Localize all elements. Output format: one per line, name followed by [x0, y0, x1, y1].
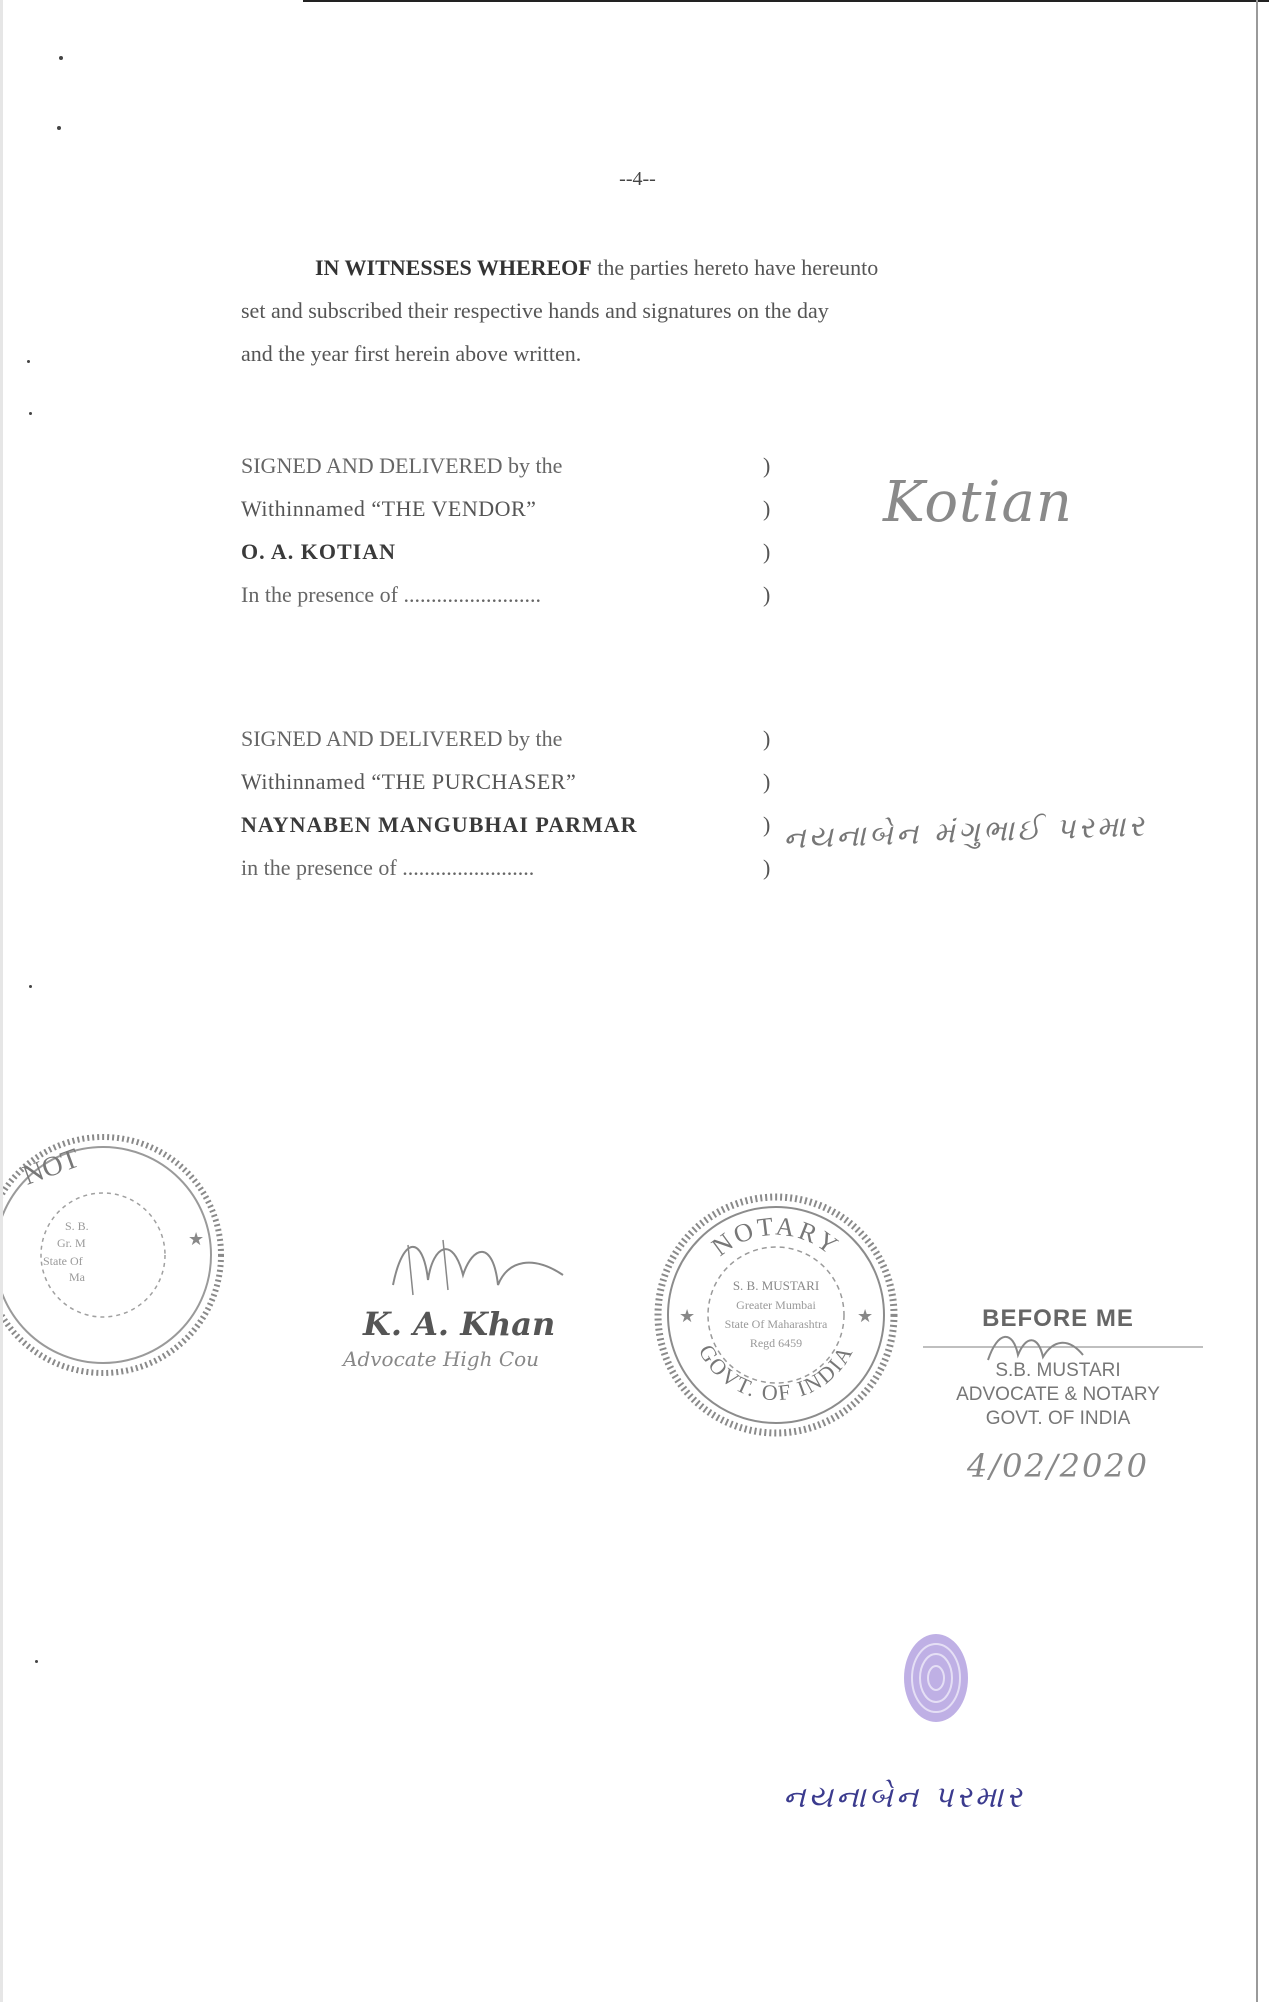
vendor-line1: SIGNED AND DELIVERED by the	[241, 453, 563, 478]
bracket: )	[763, 582, 771, 607]
purchaser-presence: in the presence of ........................	[241, 855, 535, 880]
seal-top-text: NOTARY	[706, 1211, 846, 1262]
bracket: )	[763, 726, 771, 751]
bracket: )	[763, 539, 771, 564]
purchaser-line2: Withinnamed “THE PURCHASER”	[241, 769, 577, 794]
scan-speck	[27, 360, 30, 363]
witness-subtitle: Advocate High Cou	[343, 1347, 540, 1371]
notary-seal-center	[651, 1190, 901, 1440]
witness-clause-line3: and the year first herein above written.	[241, 341, 582, 366]
seal-left-inner-line: S. B.	[65, 1219, 89, 1233]
vendor-line2: Withinnamed “THE VENDOR”	[241, 496, 537, 521]
vendor-signature: Kotian	[883, 470, 1073, 535]
page-number: --4--	[619, 168, 656, 190]
witness-clause-line1: the parties hereto have hereunto	[591, 255, 879, 280]
thumbprint	[896, 1628, 976, 1728]
notary-name: S.B. MUSTARI	[995, 1360, 1121, 1381]
witness-signature-block	[343, 1225, 613, 1375]
vendor-name: O. A. KOTIAN	[241, 539, 397, 564]
witness-scribble	[383, 1225, 573, 1305]
notary-role: ADVOCATE & NOTARY	[956, 1384, 1160, 1405]
bracket: )	[763, 496, 771, 521]
vendor-signature-block	[241, 444, 801, 616]
witness-name: K. A. Khan	[363, 1305, 556, 1343]
scan-edge-top	[303, 0, 1269, 2]
seal-left-top-text: NOT	[18, 1142, 84, 1192]
scan-speck	[59, 56, 63, 60]
seal-left-inner-line: State Of	[43, 1254, 83, 1268]
before-me-title: BEFORE ME	[982, 1305, 1134, 1332]
star-icon: ★	[188, 1229, 205, 1249]
witness-clause-lead: IN WITNESSES WHEREOF	[315, 255, 592, 280]
seal-left-inner-line: Ma	[69, 1270, 85, 1284]
bracket: )	[763, 855, 771, 880]
scan-speck	[29, 985, 32, 988]
seal-center-line: Regd 6459	[749, 1336, 803, 1350]
seal-center-line: S. B. MUSTARI	[732, 1278, 820, 1293]
scan-edge-right	[1256, 0, 1258, 2002]
witness-clause	[241, 246, 1091, 375]
notary-date: 4/02/2020	[966, 1447, 1150, 1485]
purchaser-name: NAYNABEN MANGUBHAI PARMAR	[241, 812, 638, 837]
purchaser-line1: SIGNED AND DELIVERED by the	[241, 726, 563, 751]
star-icon: ★	[857, 1306, 874, 1326]
notary-attestation	[928, 1305, 1188, 1505]
star-icon: ★	[679, 1306, 696, 1326]
vendor-presence: In the presence of .........................	[241, 582, 541, 607]
scan-speck	[29, 412, 32, 415]
purchaser-signature-block	[241, 717, 801, 889]
seal-center-line: Greater Mumbai	[736, 1298, 816, 1312]
scan-speck	[35, 1660, 38, 1663]
bracket: )	[763, 453, 771, 478]
notary-signature-scribble	[918, 1325, 1208, 1375]
seal-center-line: State Of Maharashtra	[724, 1317, 828, 1331]
purchaser-signature-bottom: નયનાબેન પરમાર	[783, 1780, 1025, 1815]
scan-speck	[57, 126, 61, 130]
witness-clause-line2: set and subscribed their respective hands and signatures on the day	[241, 298, 829, 323]
bracket: )	[763, 812, 771, 837]
bracket: )	[763, 769, 771, 794]
notary-govt: GOVT. OF INDIA	[985, 1408, 1131, 1429]
notary-seal-left	[3, 1125, 233, 1395]
purchaser-signature: નયનાબેન મંગુભાઈ પરમાર	[782, 808, 1148, 857]
seal-bottom-text: GOVT. OF INDIA	[693, 1340, 859, 1406]
seal-left-inner-line: Gr. M	[57, 1236, 86, 1250]
